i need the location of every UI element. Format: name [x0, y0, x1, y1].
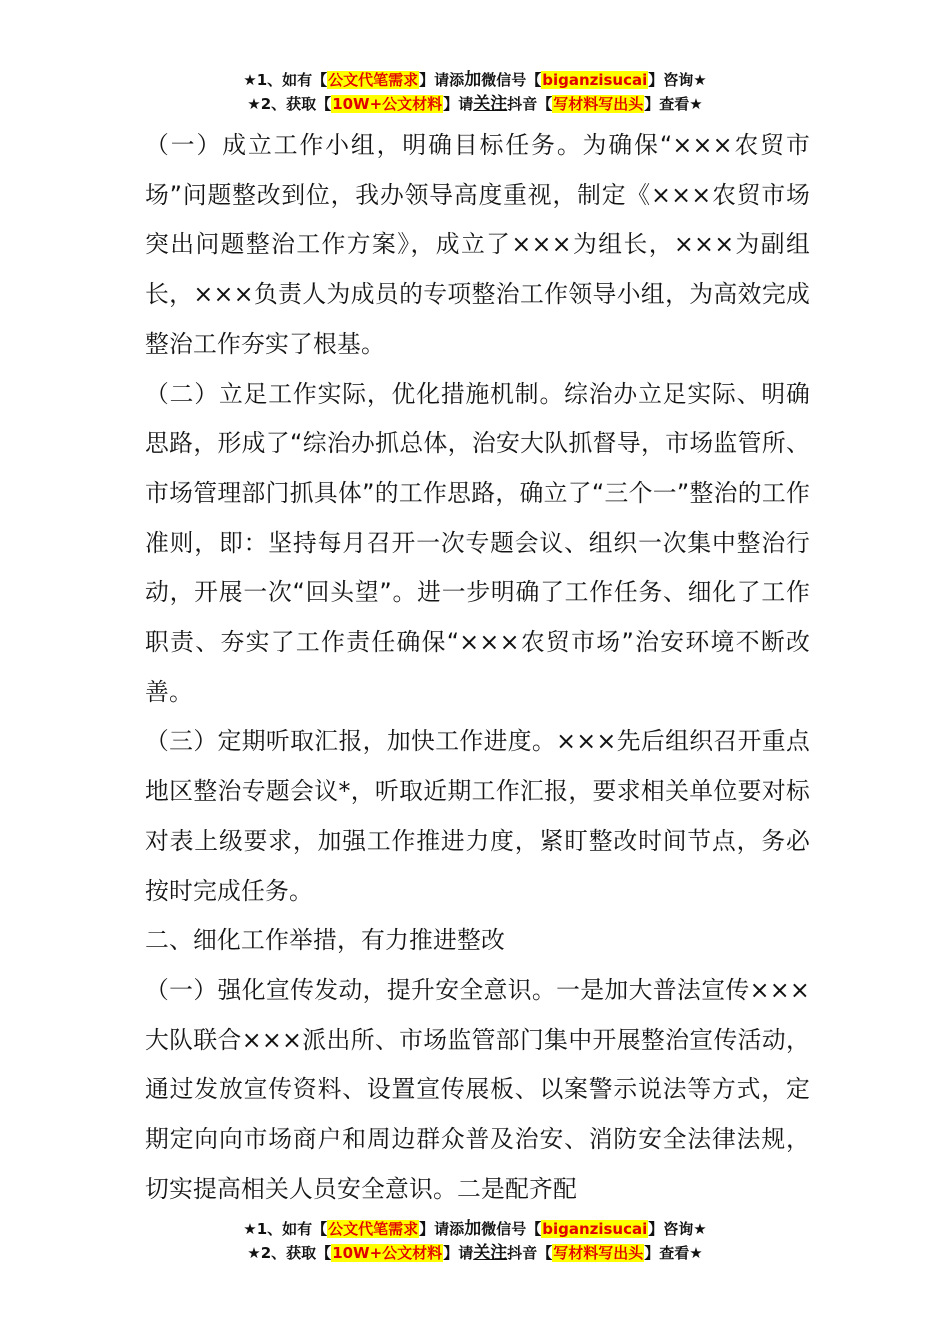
banner-text: 】咨询★: [648, 71, 707, 89]
paragraph-1: （一）成立工作小组，明确目标任务。为确保“×××农贸市场”问题整改到位，我办领导高度重视，制定《×××农贸市场突出问题整治工作方案》，成立了×××为组长，×××为副组长，×××负责人为成员的专项整治工作领导小组，为高效完成整治工作夯实了根基。: [145, 131, 810, 358]
banner-emphasis: 加: [464, 1219, 482, 1239]
banner-text: ★2、获取【: [247, 1244, 332, 1262]
highlight-wechat-id: biganzisucai: [542, 71, 648, 89]
banner-line-2: [0, 92, 950, 116]
banner-emphasis: 关注: [473, 1243, 508, 1263]
banner-text: ★1、如有【: [243, 71, 328, 89]
banner-text: ★2、获取【: [247, 95, 332, 113]
highlight-materials: 10W+公文材料: [332, 1244, 443, 1262]
banner-text: 抖音【: [507, 1244, 553, 1262]
banner-text: 】查看★: [644, 1244, 703, 1262]
highlight-douyin-account: 写材料写出头: [553, 95, 644, 113]
banner-text: 微信号【: [481, 71, 542, 89]
banner-emphasis: 加: [464, 70, 482, 90]
paragraph-4: （一）强化宣传发动，提升安全意识。一是加大普法宣传×××大队联合×××派出所、市场监管部门集中开展整治宣传活动，通过发放宣传资料、设置宣传展板、以案警示说法等方式，定期定向向市场商户和周边群众普及治安、消防安全法律法规，切实提高相关人员安全意识。二是配齐配: [145, 975, 810, 1203]
highlight-service: 公文代笔需求: [328, 1220, 419, 1238]
paragraph-2: （二）立足工作实际，优化措施机制。综治办立足实际、明确思路，形成了“综治办抓总体，治安大队抓督导，市场监管所、市场管理部门抓具体”的工作思路，确立了“三个一”整治的工作准则，即：坚持每月召开一次专题会议、组织一次集中整治行动，开展一次“回头望”。进一步明确了工作任务、细化了工作职责、夯实了工作责任确保“×××农贸市场”治安环境不断改善。: [145, 379, 810, 706]
document-body: [145, 121, 810, 1214]
banner-line-1: [0, 68, 950, 92]
paragraph-3: （三）定期听取汇报，加快工作进度。×××先后组织召开重点地区整治专题会议*，听取近期工作汇报，要求相关单位要对标对表上级要求，加强工作推进力度，紧盯整改时间节点，务必按时完成任务。: [145, 727, 810, 905]
banner-text: 微信号【: [481, 1220, 542, 1238]
banner-line-1: [0, 1217, 950, 1241]
banner-text: 】请添: [419, 1220, 465, 1238]
banner-text: 】请: [443, 1244, 474, 1262]
banner-text: 】查看★: [644, 95, 703, 113]
highlight-service: 公文代笔需求: [328, 71, 419, 89]
banner-text: 抖音【: [507, 95, 553, 113]
bottom-banner: [0, 1217, 950, 1265]
highlight-materials: 10W+公文材料: [332, 95, 443, 113]
top-banner: [0, 68, 950, 116]
highlight-wechat-id: biganzisucai: [542, 1220, 648, 1238]
banner-text: 】请添: [419, 71, 465, 89]
banner-line-2: [0, 1241, 950, 1265]
banner-text: 】请: [443, 95, 474, 113]
banner-text: ★1、如有【: [243, 1220, 328, 1238]
banner-emphasis: 关注: [473, 94, 508, 114]
section-heading: 二、细化工作举措，有力推进整改: [145, 926, 505, 955]
highlight-douyin-account: 写材料写出头: [553, 1244, 644, 1262]
banner-text: 】咨询★: [648, 1220, 707, 1238]
